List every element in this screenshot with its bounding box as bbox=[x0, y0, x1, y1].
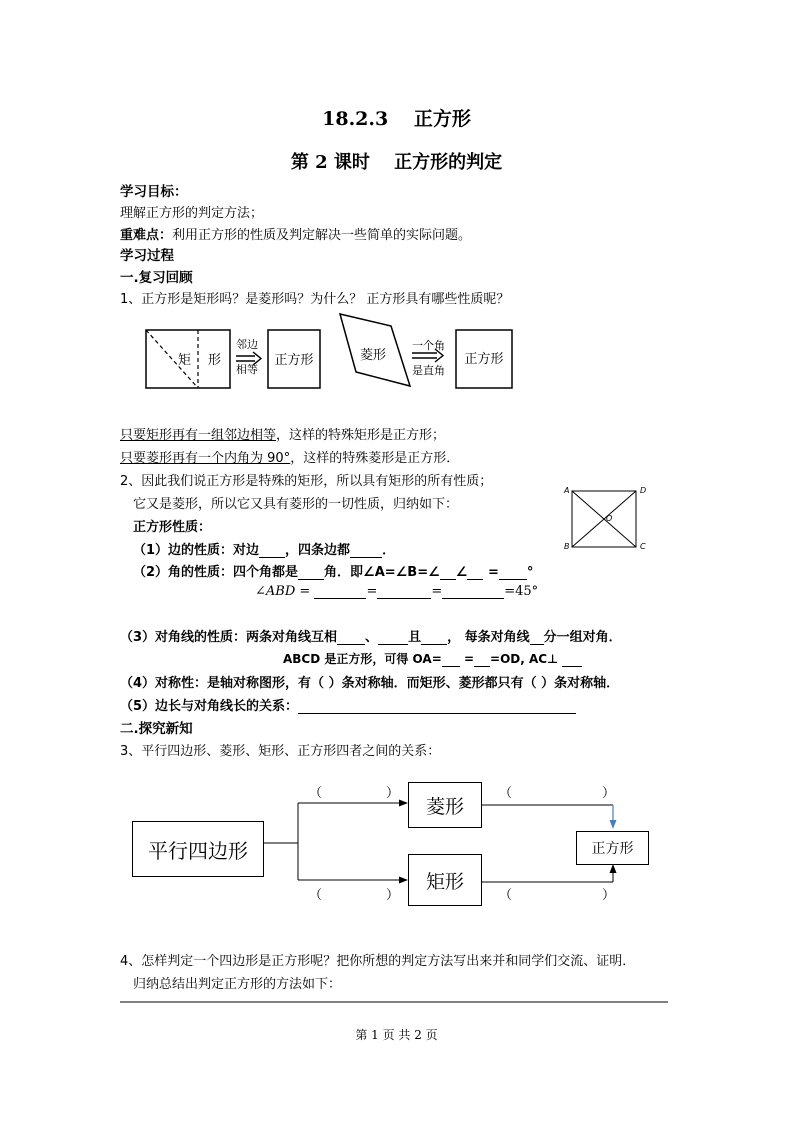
arrow-label-top-1: 邻边 bbox=[236, 338, 258, 351]
explore-heading: 二.探究新知 bbox=[120, 721, 193, 737]
prop2-text-1: （2）角的性质：四个角都是 bbox=[133, 565, 299, 580]
prop3-text-3: 且 bbox=[408, 630, 422, 645]
question-1: 1、正方形是矩形吗？是菱形吗？为什么？ 正方形具有哪些性质呢？ bbox=[120, 292, 510, 307]
prop3-text-4: ， 每条对角线 bbox=[447, 630, 530, 645]
arrow-label-top-2: 一个角 bbox=[412, 339, 445, 352]
process-heading: 学习过程 bbox=[120, 248, 174, 264]
vertex-a: A bbox=[564, 486, 570, 495]
vertex-c: C bbox=[640, 542, 646, 551]
paren-close-2[interactable]: ） bbox=[386, 888, 400, 903]
formula-text-1: ∠ABD = bbox=[255, 584, 311, 599]
rect-char-1: 矩 bbox=[178, 353, 192, 368]
page-footer: 第 1 页 共 2 页 bbox=[355, 1028, 438, 1042]
prop1-text-2: ，四条边都 bbox=[285, 543, 351, 558]
paren-open-1[interactable]: （ bbox=[309, 786, 323, 801]
prop3b-text-1: ABCD 是正方形，可得 OA= bbox=[283, 652, 442, 666]
line-b-part-2: 菱形 bbox=[146, 451, 173, 466]
line-a-part-1: 只要 bbox=[120, 428, 147, 443]
rectangle-box bbox=[408, 854, 482, 906]
line-a-part-3: 再有一组邻边相等 bbox=[172, 428, 277, 443]
square-box-label: 正方形 bbox=[591, 841, 634, 857]
paren-open-2[interactable]: （ bbox=[309, 888, 323, 903]
prop2-text-4: = bbox=[487, 565, 499, 580]
prop-4: （4）对称性：是轴对称图形，有（ ）条对称轴．而矩形、菱形都只有（ ）条对称轴． bbox=[120, 676, 620, 691]
line-b-part-1: 只要 bbox=[120, 451, 147, 466]
prop3-text-2: 、 bbox=[365, 630, 379, 645]
question-4-line-1: 4、怎样判定一个四边形是正方形呢？把你所想的判定方法写出来并和同学们交流、证明． bbox=[120, 954, 636, 969]
question-2-line-2: 它又是菱形，所以它又具有菱形的一切性质，归纳如下： bbox=[133, 497, 459, 512]
arrow-head-rectangle bbox=[399, 877, 408, 884]
line-a-part-4: ，这样的特殊矩形是正方形； bbox=[276, 428, 446, 443]
props-heading: 正方形性质： bbox=[133, 520, 212, 535]
arrow-label-bottom-1: 相等 bbox=[236, 363, 258, 376]
rhombus-box bbox=[408, 782, 482, 828]
arrow-head-square-bottom bbox=[610, 864, 617, 873]
arrow-head-rhombus bbox=[399, 800, 408, 807]
prop1-text-3: ． bbox=[382, 543, 396, 558]
key-text: 利用正方形的性质及判定解决一些简单的实际问题。 bbox=[172, 228, 472, 243]
question-4-line-2: 归纳总结出判定正方形的方法如下： bbox=[133, 977, 342, 992]
paren-close-3[interactable]: ） bbox=[602, 786, 616, 801]
prop3-text-5: 分一组对角． bbox=[543, 630, 622, 645]
prop2-text-3: ∠ bbox=[455, 565, 468, 580]
page-title: 18.2.3 正方形 bbox=[322, 108, 471, 130]
formula-text-4: =45° bbox=[504, 584, 539, 599]
prop2-text-2: 角．即∠A=∠B=∠ bbox=[324, 565, 440, 580]
rhombus-label: 菱形 bbox=[360, 348, 387, 363]
prop3-text-1: （3）对角线的性质：两条对角线互相 bbox=[120, 630, 338, 645]
goals-heading: 学习目标： bbox=[120, 184, 188, 200]
goal-text: 理解正方形的判定方法； bbox=[120, 206, 264, 221]
review-heading: 一.复习回顾 bbox=[120, 270, 193, 286]
prop2-text-5: ° bbox=[526, 565, 534, 580]
arrow-head-square-top bbox=[610, 820, 617, 829]
prop3b-text-3: =OD, AC⊥ bbox=[490, 652, 559, 666]
prop3b-text-2: = bbox=[463, 652, 475, 666]
rhombus-box-label: 菱形 bbox=[425, 795, 464, 818]
formula-text-2: = bbox=[366, 584, 378, 599]
prop1-text-1: （1）边的性质：对边 bbox=[133, 543, 260, 558]
question-3: 3、平行四边形、菱形、矩形、正方形四者之间的关系： bbox=[120, 744, 441, 759]
result-square-2: 正方形 bbox=[464, 352, 504, 367]
result-square-1: 正方形 bbox=[274, 353, 314, 368]
vertex-b: B bbox=[564, 542, 570, 551]
rect-char-2: 形 bbox=[208, 353, 222, 368]
formula-text-3: = bbox=[431, 584, 443, 599]
arrow-label-bottom-2: 是直角 bbox=[412, 364, 445, 377]
square-box bbox=[576, 831, 649, 865]
vertex-d: D bbox=[640, 486, 647, 495]
question-2-line-1: 2、因此我们说正方形是特殊的矩形，所以具有矩形的所有性质； bbox=[120, 474, 493, 489]
paren-close-1[interactable]: ） bbox=[386, 786, 400, 801]
paren-close-4[interactable]: ） bbox=[602, 888, 616, 903]
line-a-part-2: 矩形 bbox=[146, 428, 173, 443]
line-b-part-3: 再有一个内角为 90° bbox=[172, 451, 291, 466]
vertex-o: O bbox=[606, 514, 613, 523]
key-label: 重难点： bbox=[120, 228, 173, 243]
paren-open-3[interactable]: （ bbox=[499, 786, 513, 801]
parallelogram-box bbox=[132, 821, 264, 877]
paren-open-4[interactable]: （ bbox=[499, 888, 513, 903]
rectangle-box-label: 矩形 bbox=[425, 870, 464, 893]
page-subtitle: 第 2 课时 正方形的判定 bbox=[290, 152, 503, 173]
parallelogram-label: 平行四边形 bbox=[148, 838, 248, 863]
line-b-part-4: ，这样的特殊菱形是正方形． bbox=[290, 451, 460, 466]
prop5-text: （5）边长与对角线长的关系： bbox=[120, 699, 299, 714]
